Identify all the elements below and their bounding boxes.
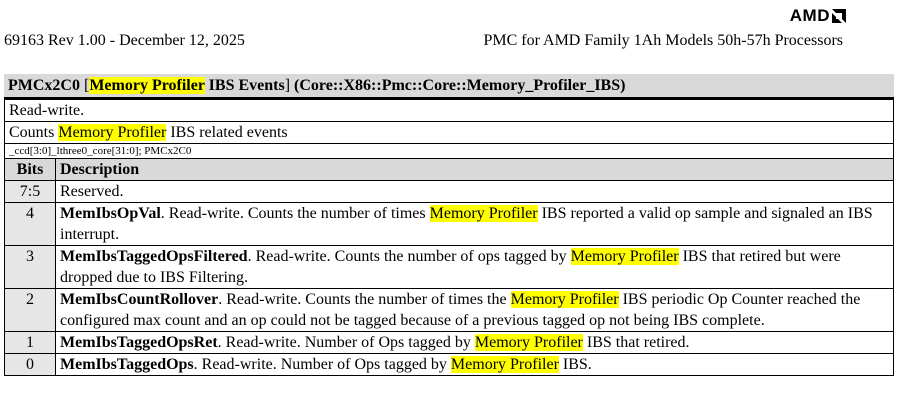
register-path: (Core::X86::Pmc::Core::Memory_Profiler_IBS) [294,77,626,94]
register-name: PMCx2C0 [8,77,80,94]
register-access: Read-write. [4,100,894,122]
table-row: 1 MemIbsTaggedOpsRet. Read-write. Number of Ops tagged by Memory Profiler IBS that retired. [5,332,894,354]
register-block [4,74,894,376]
col-bits-header: Bits [5,159,56,181]
table-row: 0 MemIbsTaggedOps. Read-write. Number of Ops tagged by Memory Profiler IBS. [5,354,894,376]
table-row: 3 MemIbsTaggedOpsFiltered. Read-write. Counts the number of ops tagged by Memory Profiler IBS that retired but were dropped due to IBS Filtering. [5,246,894,289]
bits-table [4,159,894,376]
title-highlight: Memory Profiler [89,77,205,94]
doc-id: 69163 Rev 1.00 - December 12, 2025 [4,32,245,49]
title-rest: IBS Events [204,77,285,94]
doc-title: PMC for AMD Family 1Ah Models 50h-57h Processors [483,32,843,49]
register-title: PMCx2C0 [Memory Profiler IBS Events] (Core::X86::Pmc::Core::Memory_Profiler_IBS) [4,74,894,100]
table-row: 2 MemIbsCountRollover. Read-write. Counts the number of times the Memory Profiler IBS periodic Op Counter reached the configured max count and an op could not be tagged because of a previous tagged op not being IBS complete. [5,289,894,332]
desc-highlight: Memory Profiler [58,124,167,141]
table-row: 7:5 Reserved. [5,181,894,203]
register-instance: _ccd[3:0]_lthree0_core[31:0]; PMCx2C0 [4,144,894,159]
table-header-row [5,159,894,181]
table-row: 4 MemIbsOpVal. Read-write. Counts the number of times Memory Profiler IBS reported a valid op sample and signaled an IBS interrupt. [5,203,894,246]
col-desc-header: Description [56,159,894,181]
logo-text: AMD [789,6,830,25]
register-description: Counts Memory Profiler IBS related events [4,122,894,144]
amd-logo [790,6,846,26]
amd-arrow-icon [832,9,846,23]
